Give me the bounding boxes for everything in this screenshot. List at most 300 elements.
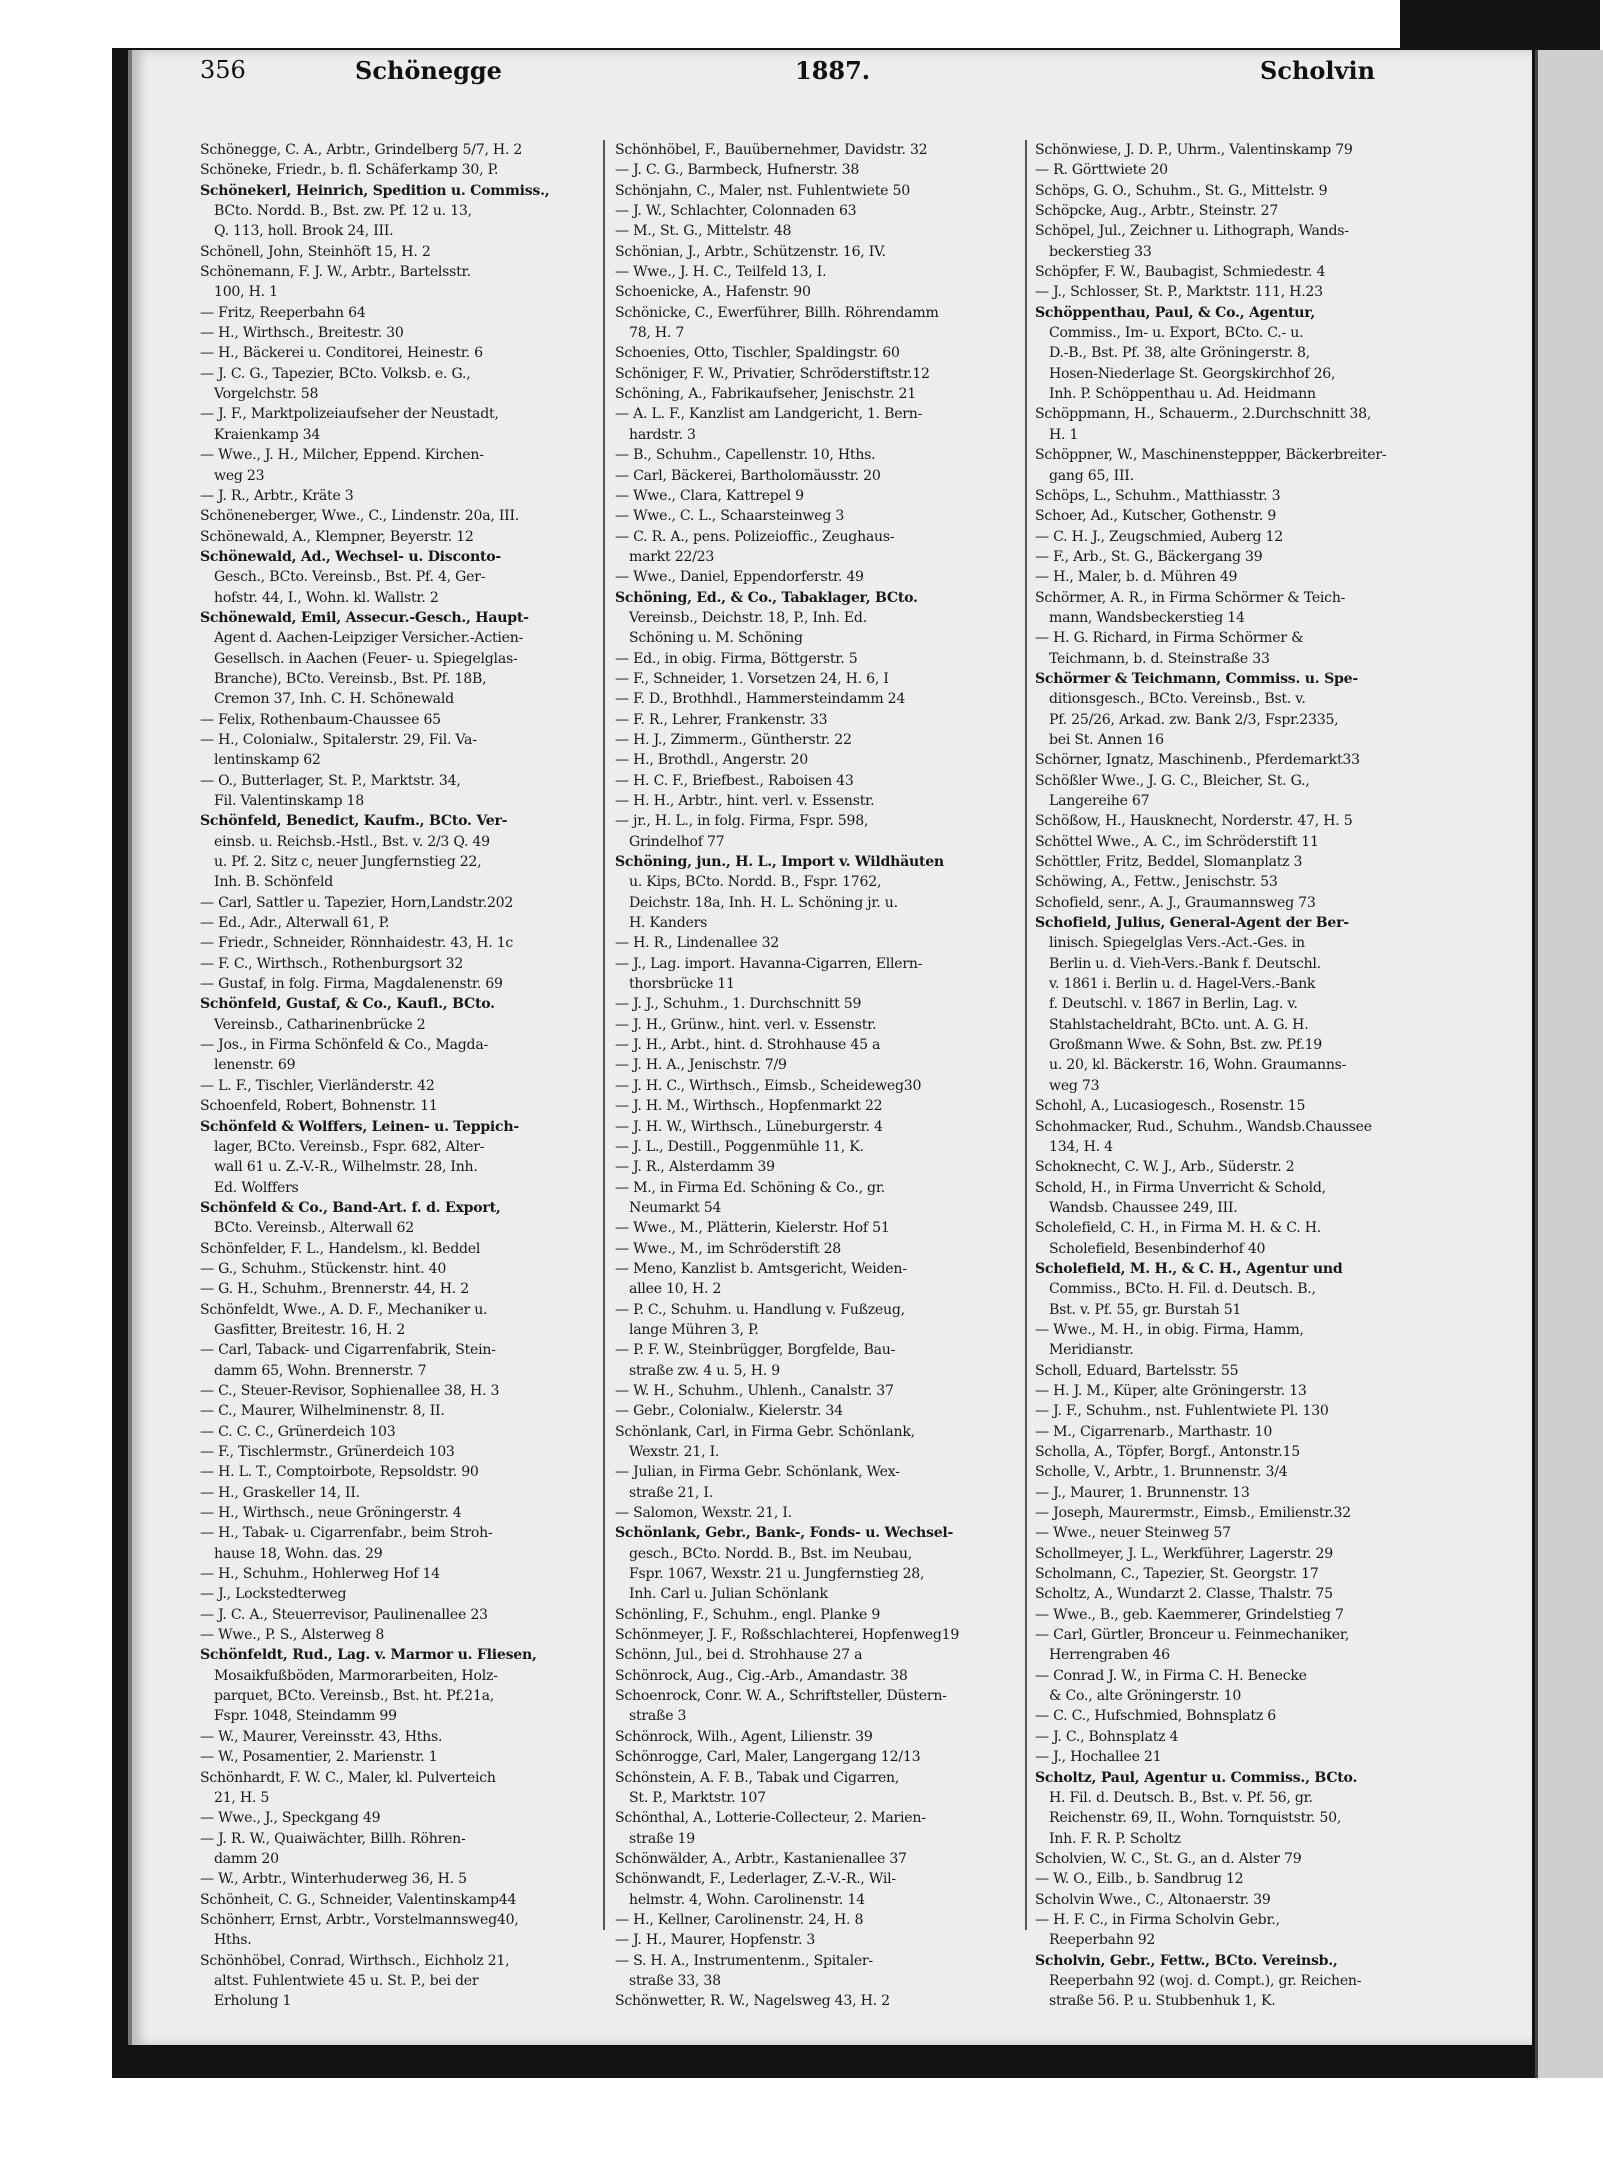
entry-continuation-line (615, 1829, 1020, 1849)
directory-entry (1035, 1951, 1440, 1971)
directory-entry (615, 181, 1020, 201)
entry-continuation-line (1035, 791, 1440, 811)
entry-text: Schönewald, A., Klempner, Beyerstr. 12 (200, 528, 474, 545)
entry-text: Scholtz, Paul, Agentur u. Commiss., BCto. (1035, 1769, 1358, 1786)
directory-entry (1035, 1503, 1440, 1523)
entry-text: — J. R., Arbtr., Kräte 3 (200, 487, 354, 504)
entry-text: Scholmann, C., Tapezier, St. Georgstr. 17 (1035, 1566, 1319, 1583)
directory-entry (1035, 1605, 1440, 1625)
entry-text: — Julian, in Firma Gebr. Schönlank, Wex- (615, 1464, 900, 1481)
directory-entry (200, 1503, 605, 1523)
entry-text: — W. O., Eilb., b. Sandbrug 12 (1035, 1871, 1244, 1888)
directory-entry (615, 404, 1020, 424)
entry-text: Bst. v. Pf. 55, gr. Burstah 51 (1049, 1301, 1242, 1318)
entry-text: — Ed., Adr., Alterwall 61, P. (200, 915, 390, 932)
entry-text: 21, H. 5 (214, 1789, 270, 1806)
directory-entry (1035, 1666, 1440, 1686)
entry-text: Schörmer & Teichmann, Commiss. u. Spe- (1035, 670, 1358, 687)
entry-text: Fspr. 1048, Steindamm 99 (214, 1708, 397, 1725)
entry-text: — A. L. F., Kanzlist am Landgericht, 1. Bern- (615, 406, 923, 423)
entry-text: Schößler Wwe., J. G. C., Bleicher, St. G., (1035, 772, 1310, 789)
directory-entry (1035, 811, 1440, 831)
directory-entry (615, 567, 1020, 587)
directory-entry (200, 1768, 605, 1788)
entry-text: — Felix, Rothenbaum-Chaussee 65 (200, 711, 441, 728)
directory-entry (1035, 1483, 1440, 1503)
entry-text: Schöttel Wwe., A. C., im Schröderstift 11 (1035, 833, 1319, 850)
entry-continuation-line (1035, 1829, 1440, 1849)
entry-text: — G., Schuhm., Stückenstr. hint. 40 (200, 1260, 447, 1277)
entry-text: Schönfeld, Gustaf, & Co., Kaufl., BCto. (200, 996, 495, 1013)
directory-entry (200, 1076, 605, 1096)
directory-entry (615, 791, 1020, 811)
entry-text: Gasfitter, Breitestr. 16, H. 2 (214, 1321, 406, 1338)
entry-text: BCto. Vereinsb., Alterwall 62 (214, 1220, 414, 1237)
entry-text: H. Fil. d. Deutsch. B., Bst. v. Pf. 56, gr. (1049, 1789, 1313, 1806)
entry-text: — H., Kellner, Carolinenstr. 24, H. 8 (615, 1911, 864, 1928)
entry-text: u. Kips, BCto. Nordd. B., Fspr. 1762, (629, 874, 882, 891)
entry-text: — J. F., Schuhm., nst. Fuhlentwiete Pl. 130 (1035, 1403, 1329, 1420)
entry-text: Scholle, V., Arbtr., 1. Brunnenstr. 3/4 (1035, 1464, 1288, 1481)
directory-entry (1035, 262, 1440, 282)
entry-text: Reichenstr. 69, II., Wohn. Tornquiststr. 50, (1049, 1810, 1342, 1827)
entry-text: — J. W., Schlachter, Colonnaden 63 (615, 203, 857, 220)
directory-entry (615, 384, 1020, 404)
directory-entry (615, 364, 1020, 384)
entry-text: straße 33, 38 (629, 1972, 721, 1989)
directory-entry (1035, 486, 1440, 506)
entry-continuation-line (1035, 1645, 1440, 1665)
directory-entry (1035, 1401, 1440, 1421)
column-rule (1025, 140, 1027, 1930)
entry-continuation-line (615, 608, 1020, 628)
entry-continuation-line (615, 1198, 1020, 1218)
entry-continuation-line (615, 547, 1020, 567)
entry-text: Ed. Wolffers (214, 1179, 299, 1196)
entry-text: — F., Arb., St. G., Bäckergang 39 (1035, 548, 1263, 565)
directory-entry (1035, 527, 1440, 547)
entry-text: H. Kanders (629, 915, 708, 932)
entry-text: u. Pf. 2. Sitz c, neuer Jungfernstieg 22, (214, 854, 482, 871)
directory-entry (1035, 588, 1440, 608)
entry-continuation-line (200, 1849, 605, 1869)
entry-text: — H., Bäckerei u. Conditorei, Heinestr. 6 (200, 345, 483, 362)
entry-text: — L. F., Tischler, Vierländerstr. 42 (200, 1077, 435, 1094)
directory-entry (615, 343, 1020, 363)
entry-continuation-line (1035, 954, 1440, 974)
entry-text: Herrengraben 46 (1049, 1647, 1170, 1664)
directory-entry (200, 1300, 605, 1320)
directory-entry (200, 1117, 605, 1137)
entry-text: Schönegge, C. A., Arbtr., Grindelberg 5/7, H. 2 (200, 142, 523, 158)
entry-continuation-line (200, 628, 605, 648)
entry-continuation-line (615, 1361, 1020, 1381)
entry-text: — J. C. A., Steuerrevisor, Paulinenallee 23 (200, 1606, 488, 1623)
entry-continuation-line (615, 1279, 1020, 1299)
entry-text: — F., Schneider, 1. Vorsetzen 24, H. 6, I (615, 670, 889, 687)
directory-entry (200, 1340, 605, 1360)
entry-text: — S. H. A., Instrumentenm., Spitaler- (615, 1952, 873, 1969)
directory-entry (615, 750, 1020, 770)
entry-text: Schoknecht, C. W. J., Arb., Süderstr. 2 (1035, 1159, 1295, 1176)
directory-entry (615, 1849, 1020, 1869)
entry-text: — H. C. F., Briefbest., Raboisen 43 (615, 772, 854, 789)
entry-text: Reeperbahn 92 (1049, 1932, 1156, 1949)
entry-text: — H. F. C., in Firma Scholvin Gebr., (1035, 1911, 1280, 1928)
entry-text: f. Deutschl. v. 1867 in Berlin, Lag. v. (1049, 996, 1298, 1013)
entry-text: — Jos., in Firma Schönfeld & Co., Magda- (200, 1037, 488, 1054)
entry-text: Vorgelchstr. 58 (214, 386, 319, 403)
directory-entry (615, 1157, 1020, 1177)
directory-entry (615, 1503, 1020, 1523)
entry-continuation-line (200, 425, 605, 445)
entry-text: Schöning u. M. Schöning (629, 630, 803, 647)
entry-text: Schönekerl, Heinrich, Spedition u. Commiss., (200, 182, 550, 199)
entry-text: Schönheit, C. G., Schneider, Valentinskamp44 (200, 1891, 517, 1908)
directory-entry (615, 486, 1020, 506)
entry-continuation-line (615, 1584, 1020, 1604)
entry-text: — G. H., Schuhm., Brennerstr. 44, H. 2 (200, 1281, 469, 1298)
entry-text: — J., Lag. import. Havanna-Cigarren, Ellern- (615, 955, 923, 972)
entry-text: — F. C., Wirthsch., Rothenburgsort 32 (200, 955, 464, 972)
directory-entry (1035, 181, 1440, 201)
entry-continuation-line (615, 1483, 1020, 1503)
entry-text: Vereinsb., Catharinenbrücke 2 (214, 1016, 426, 1033)
entry-text: straße 19 (629, 1830, 695, 1847)
entry-continuation-line (200, 201, 605, 221)
directory-entry (1035, 872, 1440, 892)
directory-entry (200, 1096, 605, 1116)
directory-entry (1035, 1910, 1440, 1930)
directory-entry (200, 974, 605, 994)
entry-text: Schönrogge, Carl, Maler, Langergang 12/13 (615, 1749, 921, 1766)
directory-entry (200, 954, 605, 974)
entry-continuation-line (1035, 974, 1440, 994)
directory-entry (1035, 1320, 1440, 1340)
directory-entry (1035, 1890, 1440, 1910)
entry-text: straße 21, I. (629, 1484, 713, 1501)
entry-text: lager, BCto. Vereinsb., Fspr. 682, Alter- (214, 1138, 485, 1155)
entry-continuation-line (1035, 994, 1440, 1014)
directory-entry (615, 1300, 1020, 1320)
directory-entry (200, 1890, 605, 1910)
directory-entry (200, 527, 605, 547)
directory-entry (615, 1666, 1020, 1686)
entry-continuation-line (200, 791, 605, 811)
entry-text: Schöneke, Friedr., b. fl. Schäferkamp 30, P. (200, 162, 499, 179)
entry-text: straße 3 (629, 1708, 687, 1725)
entry-continuation-line (1035, 1015, 1440, 1035)
entry-text: — H. J., Zimmerm., Güntherstr. 22 (615, 731, 852, 748)
directory-entry (200, 1279, 605, 1299)
entry-text: thorsbrücke 11 (629, 976, 735, 993)
directory-entry (615, 506, 1020, 526)
directory-entry (615, 466, 1020, 486)
entry-text: — Wwe., B., geb. Kaemmerer, Grindelstieg 7 (1035, 1606, 1344, 1623)
entry-text: Schohl, A., Lucasiogesch., Rosenstr. 15 (1035, 1098, 1306, 1115)
entry-text: Schöppenthau, Paul, & Co., Agentur, (1035, 304, 1316, 321)
directory-entry (1035, 1157, 1440, 1177)
entry-text: — J. H. M., Wirthsch., Hopfenmarkt 22 (615, 1098, 883, 1115)
entry-text: Q. 113, holl. Brook 24, III. (214, 223, 394, 240)
directory-entry (200, 160, 605, 180)
entry-text: hardstr. 3 (629, 426, 696, 443)
entry-text: — J. C. G., Barmbeck, Hufnerstr. 38 (615, 162, 860, 179)
directory-entry (1035, 1422, 1440, 1442)
entry-text: Schönwetter, R. W., Nagelsweg 43, H. 2 (615, 1993, 890, 2010)
directory-entry (200, 608, 605, 628)
directory-entry (615, 710, 1020, 730)
directory-entry (615, 1747, 1020, 1767)
entry-continuation-line (1035, 1808, 1440, 1828)
entry-continuation-line (200, 1971, 605, 1991)
entry-continuation-line (200, 1361, 605, 1381)
entry-text: — J. H., Maurer, Hopfenstr. 3 (615, 1932, 816, 1949)
entry-text: Schönwiese, J. D. P., Uhrm., Valentinskamp 79 (1035, 142, 1353, 158)
directory-entry (1035, 1849, 1440, 1869)
entry-text: Schönstein, A. F. B., Tabak und Cigarren, (615, 1769, 900, 1786)
directory-entry (1035, 1442, 1440, 1462)
entry-text: — jr., H. L., in folg. Firma, Fspr. 598, (615, 813, 869, 830)
directory-entry (1035, 1462, 1440, 1482)
directory-entry (615, 1422, 1020, 1442)
directory-entry (200, 343, 605, 363)
entry-text: Pf. 25/26, Arkad. zw. Bank 2/3, Fspr.2335, (1049, 711, 1339, 728)
entry-text: — H. L. T., Comptoirbote, Repsoldstr. 90 (200, 1464, 479, 1481)
entry-text: — J. L., Destill., Poggenmühle 11, K. (615, 1138, 864, 1155)
directory-entry (200, 140, 605, 160)
directory-entry (200, 1198, 605, 1218)
entry-continuation-line (200, 1666, 605, 1686)
header-left-catchword: Schönegge (355, 56, 502, 85)
directory-entry (615, 933, 1020, 953)
directory-entry (1035, 628, 1440, 648)
entry-text: St. P., Marktstr. 107 (629, 1789, 766, 1806)
directory-entry (615, 1951, 1020, 1971)
entry-text: Großmann Wwe. & Sohn, Bst. zw. Pf.19 (1049, 1037, 1323, 1054)
entry-text: Agent d. Aachen-Leipziger Versicher.-Actien- (214, 630, 524, 647)
directory-entry (1035, 567, 1440, 587)
entry-text: — C. C., Hufschmied, Bohnsplatz 6 (1035, 1708, 1276, 1725)
entry-text: — Gustaf, in folg. Firma, Magdalenenstr. 69 (200, 976, 503, 993)
directory-entry (200, 893, 605, 913)
directory-entry (615, 994, 1020, 1014)
directory-entry (200, 506, 605, 526)
directory-entry (615, 221, 1020, 241)
entry-continuation-line (1035, 425, 1440, 445)
entry-text: Schöneneberger, Wwe., C., Lindenstr. 20a, III. (200, 508, 520, 525)
entry-text: — M., in Firma Ed. Schöning & Co., gr. (615, 1179, 885, 1196)
entry-continuation-line (1035, 1340, 1440, 1360)
entry-text: Schönn, Jul., bei d. Strohhause 27 a (615, 1647, 863, 1664)
entry-text: — J. R., Alsterdamm 39 (615, 1159, 775, 1176)
entry-text: — J., Lockstedterweg (200, 1586, 347, 1603)
entry-text: Schöppner, W., Maschinensteppper, Bäckerbreiter- (1035, 447, 1387, 464)
entry-text: — B., Schuhm., Capellenstr. 10, Hths. (615, 447, 876, 464)
directory-entry (615, 1055, 1020, 1075)
entry-text: Schönfeld, Benedict, Kaufm., BCto. Ver- (200, 813, 508, 830)
directory-entry (615, 1015, 1020, 1035)
directory-entry (615, 1808, 1020, 1828)
entry-text: — Wwe., J. H. C., Teilfeld 13, I. (615, 264, 827, 281)
entry-text: Schöps, L., Schuhm., Matthiasstr. 3 (1035, 487, 1281, 504)
entry-text: einsb. u. Reichsb.-Hstl., Bst. v. 2/3 Q. 49 (214, 833, 490, 850)
entry-text: — H., Graskeller 14, II. (200, 1484, 360, 1501)
directory-entry (1035, 445, 1440, 465)
entry-continuation-line (1035, 1686, 1440, 1706)
entry-text: Schold, H., in Firma Unverricht & Schold, (1035, 1179, 1326, 1196)
entry-continuation-line (200, 1544, 605, 1564)
directory-entry (200, 1523, 605, 1543)
directory-entry (200, 710, 605, 730)
header-year: 1887. (795, 56, 871, 85)
entry-continuation-line (1035, 343, 1440, 363)
directory-entry (200, 445, 605, 465)
directory-entry (200, 547, 605, 567)
entry-text: — H. H., Arbtr., hint. verl. v. Essenstr. (615, 793, 875, 809)
entry-text: parquet, BCto. Vereinsb., Bst. ht. Pf.21a, (214, 1688, 494, 1705)
entry-text: Hths. (214, 1932, 252, 1949)
entry-text: lange Mühren 3, P. (629, 1321, 759, 1338)
entry-continuation-line (1035, 608, 1440, 628)
directory-entry (1035, 1218, 1440, 1238)
entry-text: Schönhöbel, Conrad, Wirthsch., Eichholz 21, (200, 1952, 510, 1969)
entry-text: Schönfeldt, Rud., Lag. v. Marmor u. Fliesen, (200, 1647, 537, 1664)
directory-entry (1035, 1768, 1440, 1788)
entry-continuation-line (1035, 1055, 1440, 1075)
entry-text: 100, H. 1 (214, 284, 278, 301)
entry-text: Schofield, senr., A. J., Graumannsweg 73 (1035, 894, 1316, 911)
entry-text: — F., Tischlermstr., Grünerdeich 103 (200, 1444, 455, 1460)
directory-entry (1035, 1727, 1440, 1747)
entry-text: Schöning, jun., H. L., Import v. Wildhäuten (615, 854, 944, 871)
entry-continuation-line (200, 1686, 605, 1706)
entry-text: — J. R. W., Quaiwächter, Billh. Röhren- (200, 1830, 466, 1847)
entry-text: — F. D., Brothhdl., Hammersteindamm 24 (615, 691, 906, 708)
entry-text: markt 22/23 (629, 548, 715, 565)
entry-continuation-line (1035, 1930, 1440, 1950)
entry-text: Stahlstacheldraht, BCto. unt. A. G. H. (1049, 1016, 1309, 1033)
entry-continuation-line (200, 832, 605, 852)
entry-continuation-line (1035, 466, 1440, 486)
entry-text: wall 61 u. Z.-V.-R., Wilhelmstr. 28, Inh. (214, 1159, 478, 1176)
directory-entry (615, 1625, 1020, 1645)
directory-entry (200, 1829, 605, 1849)
directory-entry (615, 1259, 1020, 1279)
directory-entry (1035, 832, 1440, 852)
entry-continuation-line (615, 893, 1020, 913)
entry-text: Grindelhof 77 (629, 833, 725, 850)
entry-text: — Conrad J. W., in Firma C. H. Benecke (1035, 1667, 1307, 1684)
directory-entry (1035, 221, 1440, 241)
entry-text: — Wwe., M., im Schröderstift 28 (615, 1240, 842, 1257)
entry-text: H. 1 (1049, 426, 1079, 443)
entry-text: straße 56. P. u. Stubbenhuk 1, K. (1049, 1993, 1276, 2010)
directory-entry (1035, 1096, 1440, 1116)
directory-entry (615, 669, 1020, 689)
directory-entry (615, 852, 1020, 872)
entry-text: — W., Arbtr., Winterhuderweg 36, H. 5 (200, 1871, 467, 1888)
entry-text: Schönrock, Aug., Cig.-Arb., Amandastr. 38 (615, 1667, 908, 1684)
entry-continuation-line (1035, 1076, 1440, 1096)
entry-text: — H., Colonialw., Spitalerstr. 29, Fil. Va- (200, 731, 477, 748)
entry-text: mann, Wandsbeckerstieg 14 (1049, 609, 1245, 626)
entry-continuation-line (615, 1442, 1020, 1462)
entry-text: — H. G. Richard, in Firma Schörmer & (1035, 630, 1304, 647)
entry-text: Schollmeyer, J. L., Werkführer, Lagerstr. 29 (1035, 1545, 1333, 1562)
entry-text: Wandsb. Chaussee 249, III. (1049, 1199, 1238, 1216)
directory-entry (615, 1076, 1020, 1096)
entry-text: Schoer, Ad., Kutscher, Gothenstr. 9 (1035, 508, 1277, 525)
directory-entry (200, 404, 605, 424)
entry-text: — H., Schuhm., Hohlerweg Hof 14 (200, 1566, 440, 1583)
directory-entry (1035, 1625, 1440, 1645)
entry-text: Schönell, John, Steinhöft 15, H. 2 (200, 243, 431, 260)
entry-continuation-line (200, 1137, 605, 1157)
entry-text: — J., Hochallee 21 (1035, 1749, 1162, 1766)
entry-continuation-line (200, 221, 605, 241)
directory-entry (200, 262, 605, 282)
page-number: 356 (200, 56, 246, 84)
entry-continuation-line (200, 750, 605, 770)
entry-text: Vereinsb., Deichstr. 18, P., Inh. Ed. (629, 609, 867, 626)
entry-text: helmstr. 4, Wohn. Carolinenstr. 14 (629, 1891, 865, 1908)
entry-continuation-line (200, 1930, 605, 1950)
entry-text: — H., Maler, b. d. Mühren 49 (1035, 569, 1238, 586)
entry-text: Schönewald, Emil, Assecur.-Gesch., Haupt- (200, 609, 529, 626)
directory-entry (200, 364, 605, 384)
directory-entry (200, 1564, 605, 1584)
directory-entry (200, 1645, 605, 1665)
directory-entry (200, 1239, 605, 1259)
directory-entry (200, 1808, 605, 1828)
entry-text: Inh. Carl u. Julian Schönlank (629, 1586, 828, 1603)
entry-continuation-line (1035, 649, 1440, 669)
entry-text: — Wwe., J. H., Milcher, Eppend. Kirchen- (200, 447, 484, 464)
entry-continuation-line (615, 1971, 1020, 1991)
entry-continuation-line (200, 1706, 605, 1726)
entry-continuation-line (1035, 1198, 1440, 1218)
directory-entry (615, 811, 1020, 831)
entry-text: Scholla, A., Töpfer, Borgf., Antonstr.15 (1035, 1444, 1300, 1460)
entry-text: Schöning, Ed., & Co., Tabaklager, BCto. (615, 589, 918, 606)
directory-entry (200, 1625, 605, 1645)
entry-text: Inh. B. Schönfeld (214, 874, 334, 891)
directory-entry (615, 1930, 1020, 1950)
entry-text: — W., Maurer, Vereinsstr. 43, Hths. (200, 1728, 443, 1745)
directory-entry (615, 1910, 1020, 1930)
entry-text: BCto. Nordd. B., Bst. zw. Pf. 12 u. 13, (214, 203, 472, 220)
entry-text: Reeperbahn 92 (woj. d. Compt.), gr. Reichen- (1049, 1972, 1362, 1989)
entry-text: damm 20 (214, 1850, 279, 1867)
entry-text: — J. H. C., Wirthsch., Eimsb., Scheideweg30 (615, 1077, 922, 1094)
entry-text: Schönlank, Carl, in Firma Gebr. Schönlank, (615, 1423, 915, 1440)
directory-entry (200, 1462, 605, 1482)
entry-text: — J. H. A., Jenischstr. 7/9 (615, 1057, 787, 1074)
directory-entry (1035, 1544, 1440, 1564)
entry-text: Schönthal, A., Lotterie-Collecteur, 2. Marien- (615, 1810, 926, 1827)
directory-entry (200, 933, 605, 953)
directory-entry (615, 1768, 1020, 1788)
entry-text: Schönlank, Gebr., Bank-, Fonds- u. Wechsel- (615, 1525, 954, 1542)
directory-entry (1035, 750, 1440, 770)
directory-entry (615, 771, 1020, 791)
directory-entry (615, 1137, 1020, 1157)
entry-continuation-line (1035, 1991, 1440, 2011)
scan-bottom-margin (0, 2078, 1600, 2177)
entry-text: Schöppmann, H., Schauerm., 2.Durchschnitt 38, (1035, 406, 1372, 423)
entry-text: — Wwe., P. S., Alsterweg 8 (200, 1627, 385, 1644)
